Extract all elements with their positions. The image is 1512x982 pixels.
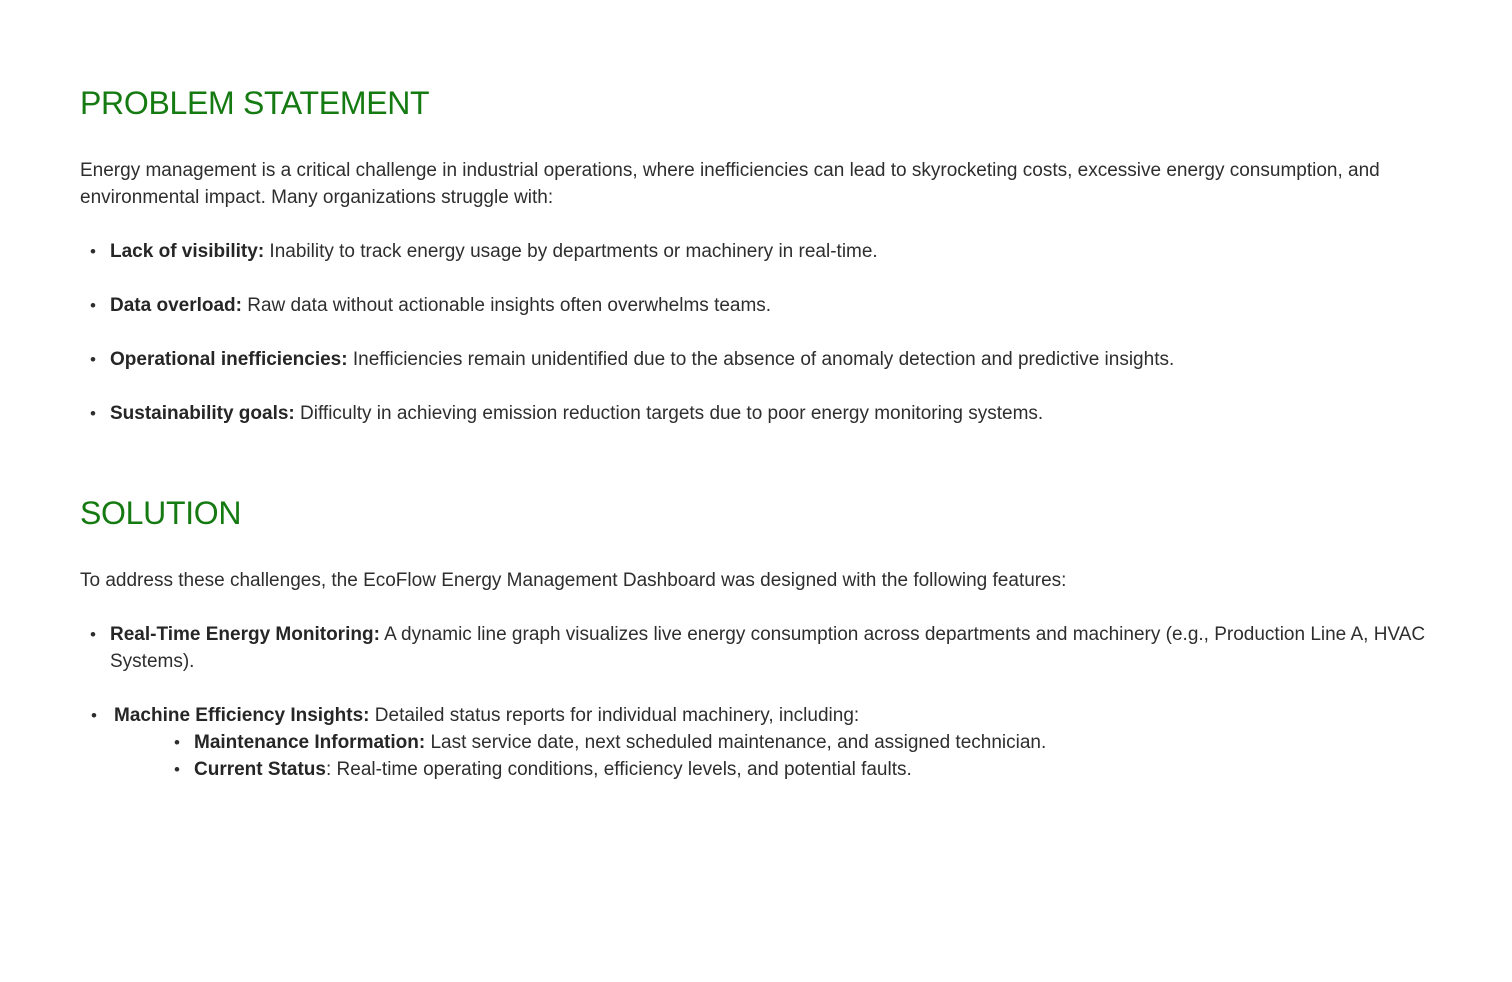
problem-intro-paragraph: Energy management is a critical challenge in industrial operations, where inefficiencies can lead to skyrocketing costs, excessive energy consumption, and environmental impact. Many organizations struggle with: — [80, 160, 1380, 208]
sub-list-item-lead: Maintenance Information: — [194, 732, 426, 753]
list-item — [80, 346, 1432, 373]
sub-list-item — [170, 729, 1432, 756]
sub-list-item-text: Last service date, next scheduled maintenance, and assigned technician. — [425, 732, 1047, 753]
list-item-text: A dynamic line graph visualizes live energy consumption across departments and machinery (e.g., Production Line A, HVAC Systems). — [110, 624, 1426, 672]
list-item-text: Inefficiencies remain unidentified due to the absence of anomaly detection and predictive insights. — [347, 349, 1175, 370]
sub-list-item — [170, 756, 1432, 783]
solution-intro-paragraph: To address these challenges, the EcoFlow Energy Management Dashboard was designed with the following features: — [80, 570, 1067, 591]
list-item-lead: Machine Efficiency Insights: — [114, 705, 370, 726]
list-item — [80, 400, 1432, 427]
machine-insights-sublist — [114, 729, 1432, 783]
list-item — [80, 702, 1432, 783]
sub-list-item-lead: Current Status — [194, 759, 326, 780]
list-item — [80, 292, 1432, 319]
list-item-lead: Operational inefficiencies: — [110, 349, 348, 370]
solution-list — [80, 621, 1432, 810]
list-item — [80, 621, 1432, 675]
list-item-lead: Lack of visibility: — [110, 241, 265, 262]
solution-heading: SOLUTION — [80, 495, 242, 531]
problem-statement-heading: PROBLEM STATEMENT — [80, 85, 430, 121]
list-item-text: Raw data without actionable insights often overwhelms teams. — [241, 295, 772, 316]
sub-list-item-text: : Real-time operating conditions, efficiency levels, and potential faults. — [325, 759, 912, 780]
list-item-text: Inability to track energy usage by departments or machinery in real-time. — [264, 241, 878, 262]
list-item-lead: Real-Time Energy Monitoring: — [110, 624, 380, 645]
list-item — [80, 238, 1432, 265]
list-item-lead: Sustainability goals: — [110, 403, 295, 424]
list-item-text: Difficulty in achieving emission reduction targets due to poor energy monitoring systems. — [294, 403, 1044, 424]
list-item-text: Detailed status reports for individual machinery, including: — [369, 705, 860, 726]
list-item-lead: Data overload: — [110, 295, 242, 316]
problem-list — [80, 238, 1432, 454]
